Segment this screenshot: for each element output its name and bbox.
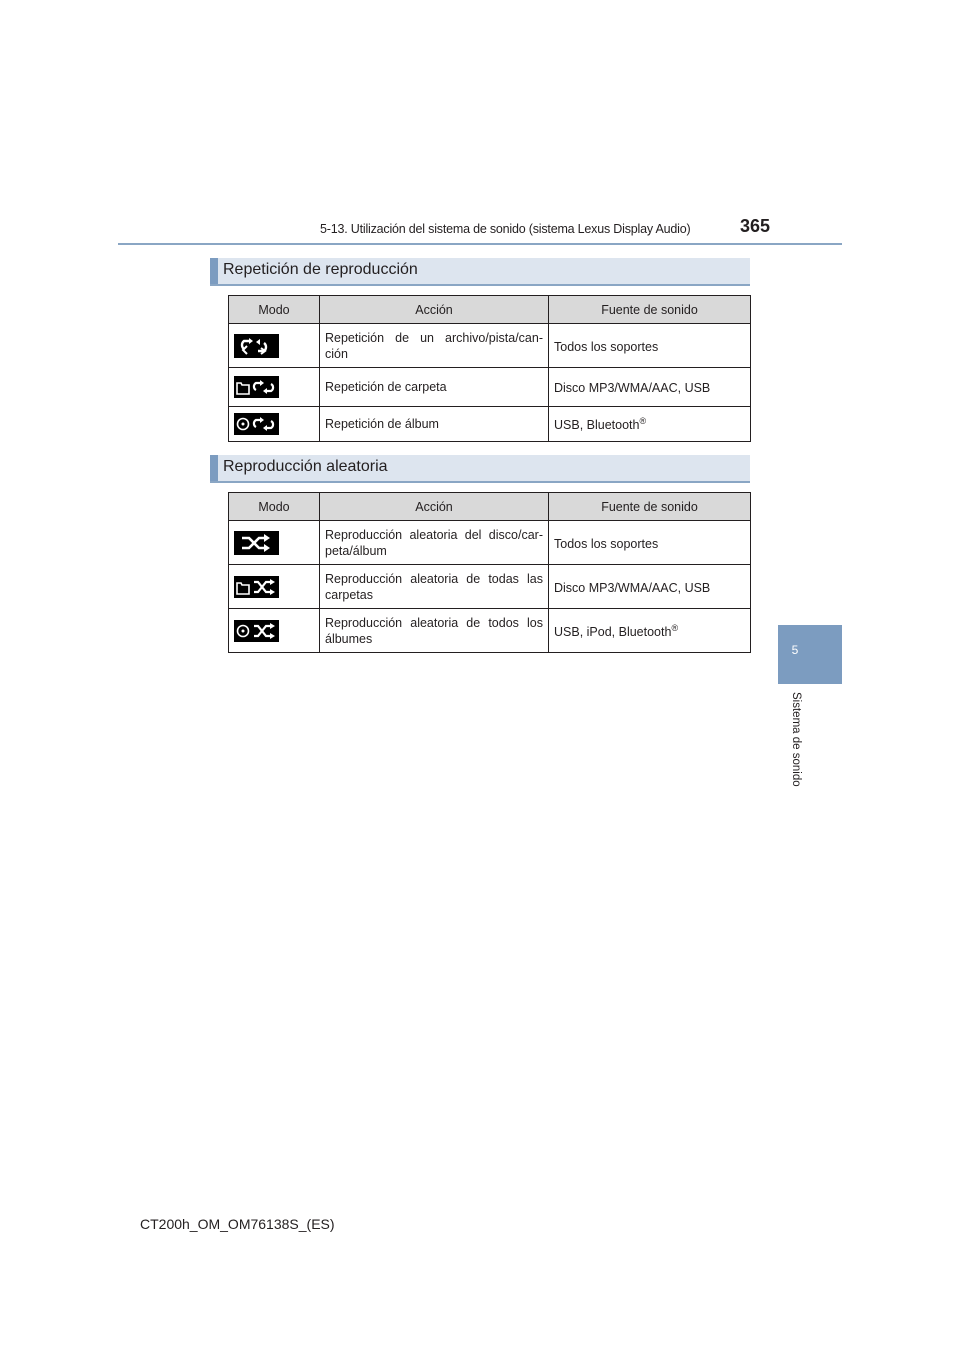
footer-document-code: CT200h_OM_OM76138S_(ES) (140, 1216, 335, 1232)
mode-cell (229, 521, 320, 565)
source-cell (549, 407, 751, 442)
table-row (229, 407, 751, 442)
column-header-action: Acción (320, 296, 549, 324)
repeat-modes-table (228, 295, 751, 442)
table-row (229, 609, 751, 653)
shuffle-disc-icon (234, 531, 279, 555)
table-row (229, 368, 751, 407)
column-header-mode: Modo (229, 493, 320, 521)
running-header-title: 5-13. Utilización del sistema de sonido (sistema Lexus Display Audio) (320, 222, 691, 236)
source-text: Disco MP3/WMA/AAC, USB (554, 580, 711, 595)
source-text: Todos los soportes (554, 536, 659, 551)
column-header-source: Fuente de sonido (549, 296, 751, 324)
table-header-row (229, 296, 751, 324)
action-cell: Reproducción aleatoria de todas las carpetas (320, 565, 549, 609)
action-cell: Repetición de álbum (320, 407, 549, 442)
action-cell: Repetición de carpeta (320, 368, 549, 407)
mode-cell (229, 609, 320, 653)
source-text: Todos los soportes (554, 339, 659, 354)
source-text: USB, Bluetooth (554, 418, 640, 432)
chapter-number: 5 (791, 643, 799, 657)
mode-cell (229, 565, 320, 609)
section-heading-random (210, 455, 750, 483)
action-cell: Reproducción aleatoria de todos los álbumes (320, 609, 549, 653)
table-row (229, 521, 751, 565)
source-cell (549, 565, 751, 609)
page-number: 365 (740, 216, 771, 236)
header-divider (118, 243, 842, 245)
shuffle-all-folders-icon (234, 576, 279, 598)
source-cell (549, 368, 751, 407)
shuffle-all-albums-icon (234, 620, 279, 642)
column-header-action: Acción (320, 493, 549, 521)
section-title: Reproducción aleatoria (223, 458, 388, 475)
column-header-mode: Modo (229, 296, 320, 324)
mode-cell (229, 368, 320, 407)
mode-cell (229, 407, 320, 442)
repeat-track-icon (234, 334, 279, 358)
random-modes-table (228, 492, 751, 653)
source-text: Disco MP3/WMA/AAC, USB (554, 381, 711, 395)
repeat-album-icon (234, 413, 279, 435)
action-cell: Reproducción aleatoria del disco/car-peta/álbum (320, 521, 549, 565)
table-row (229, 324, 751, 368)
registered-mark: ® (671, 622, 679, 633)
chapter-label: Sistema de sonido (790, 692, 802, 787)
source-text: USB, iPod, Bluetooth (554, 624, 672, 639)
action-cell: Repetición de un archivo/pista/can-ción (320, 324, 549, 368)
table-row (229, 565, 751, 609)
registered-mark: ® (639, 416, 647, 426)
section-accent (210, 258, 218, 284)
source-cell (549, 521, 751, 565)
section-accent (210, 455, 218, 481)
section-heading-repeat (210, 258, 750, 286)
repeat-folder-icon (234, 376, 279, 398)
mode-cell (229, 324, 320, 368)
section-title: Repetición de reproducción (223, 261, 418, 278)
source-cell (549, 609, 751, 653)
table-header-row (229, 493, 751, 521)
column-header-source: Fuente de sonido (549, 493, 751, 521)
source-cell (549, 324, 751, 368)
